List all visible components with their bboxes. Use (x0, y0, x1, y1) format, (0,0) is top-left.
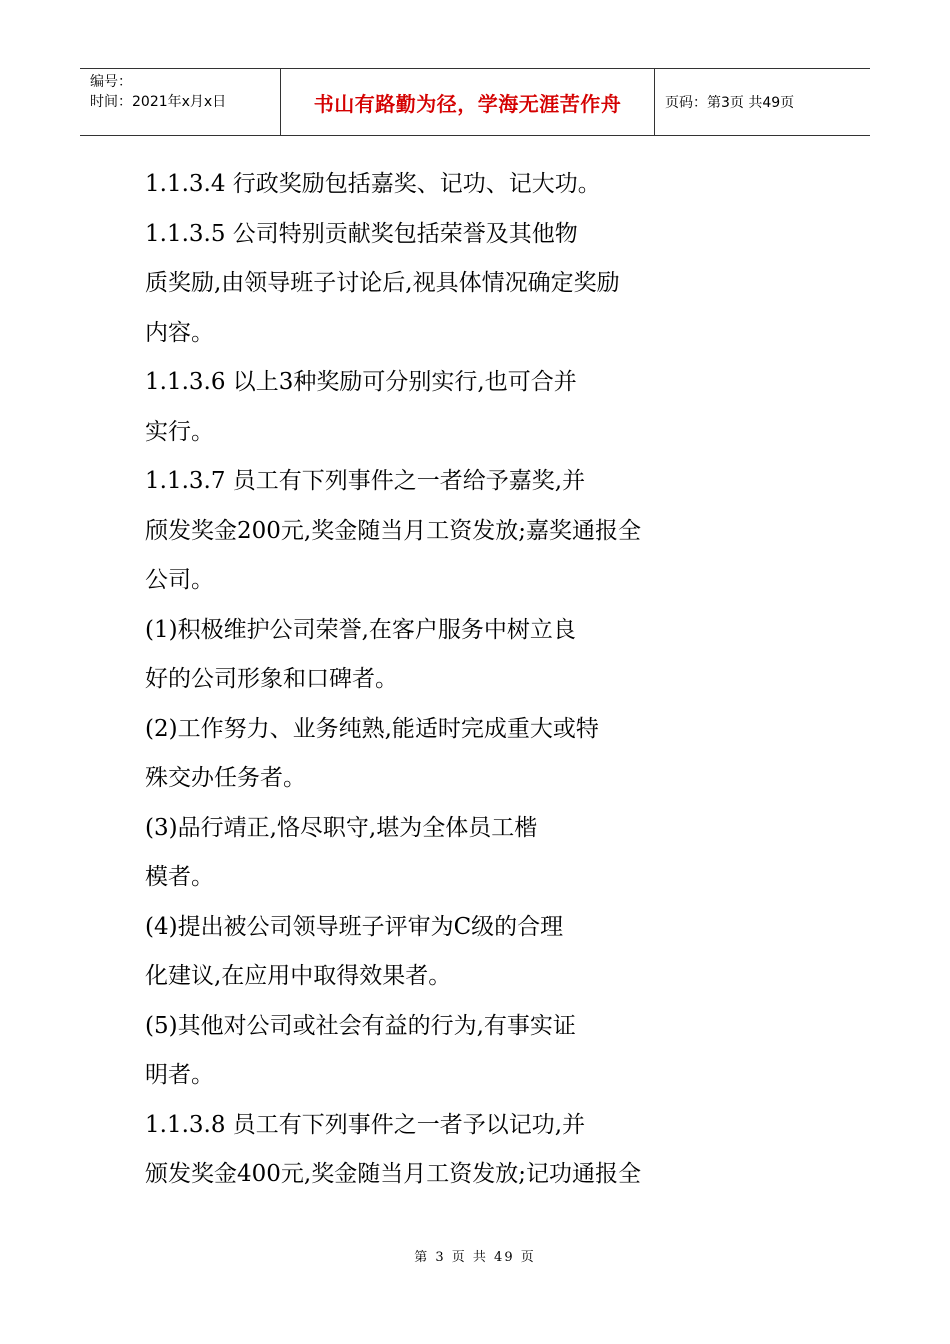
body-line: 殊交办任务者。 (145, 765, 306, 791)
body-line: 1.1.3.4 行政奖励包括嘉奖、记功、记大功。 (145, 171, 601, 197)
body-line: (1)积极维护公司荣誉,在客户服务中树立良 (145, 616, 576, 643)
body-line: 明者。 (145, 1062, 214, 1088)
body-line: 内容。 (145, 319, 214, 346)
body-line: 化建议,在应用中取得效果者。 (145, 963, 452, 989)
header-page-indicator: 页码：第3页 共49页 (665, 95, 795, 111)
body-line: 公司。 (145, 567, 214, 593)
header-motto: 书山有路勤为径，学海无涯苦作舟 (281, 69, 655, 135)
document-time-label: 时间：2021年x月x日 (90, 94, 227, 110)
document-body (145, 160, 845, 1200)
header-meta (80, 69, 281, 135)
body-line: 颀发奖金200元,奖金随当月工资发放;嘉奖通报全 (145, 517, 641, 544)
body-line: 1.1.3.5 公司特别贡献奖包括荣誉及其他物 (145, 220, 578, 247)
body-line: 好的公司形象和口碑者。 (145, 666, 398, 692)
document-number-label: 编号： (90, 74, 132, 90)
body-line: (2)工作努力、业务纯熟,能适时完成重大或特 (145, 715, 599, 742)
page-header (80, 68, 870, 136)
body-line: 1.1.3.7 员工有下列事件之一者给予嘉奖,并 (145, 468, 586, 494)
body-line: 模者。 (145, 864, 214, 890)
body-line: 实行。 (145, 418, 214, 445)
body-line: (3)品行靖正,恪尽职守,堪为全体员工楷 (145, 814, 538, 841)
page-footer: 第 3 页 共 49 页 (414, 1250, 536, 1265)
body-line: (4)提出被公司领导班子评审为C级的合理 (145, 913, 564, 940)
body-line: 1.1.3.6 以上3种奖励可分别实行,也可合并 (145, 369, 577, 395)
body-line: 颁发奖金400元,奖金随当月工资发放;记功通报全 (145, 1161, 641, 1187)
body-line: 质奖励,由领导班子讨论后,视具体情况确定奖励 (145, 270, 620, 296)
body-line: 1.1.3.8 员工有下列事件之一者予以记功,并 (145, 1111, 586, 1138)
body-line: (5)其他对公司或社会有益的行为,有事实证 (145, 1012, 576, 1039)
